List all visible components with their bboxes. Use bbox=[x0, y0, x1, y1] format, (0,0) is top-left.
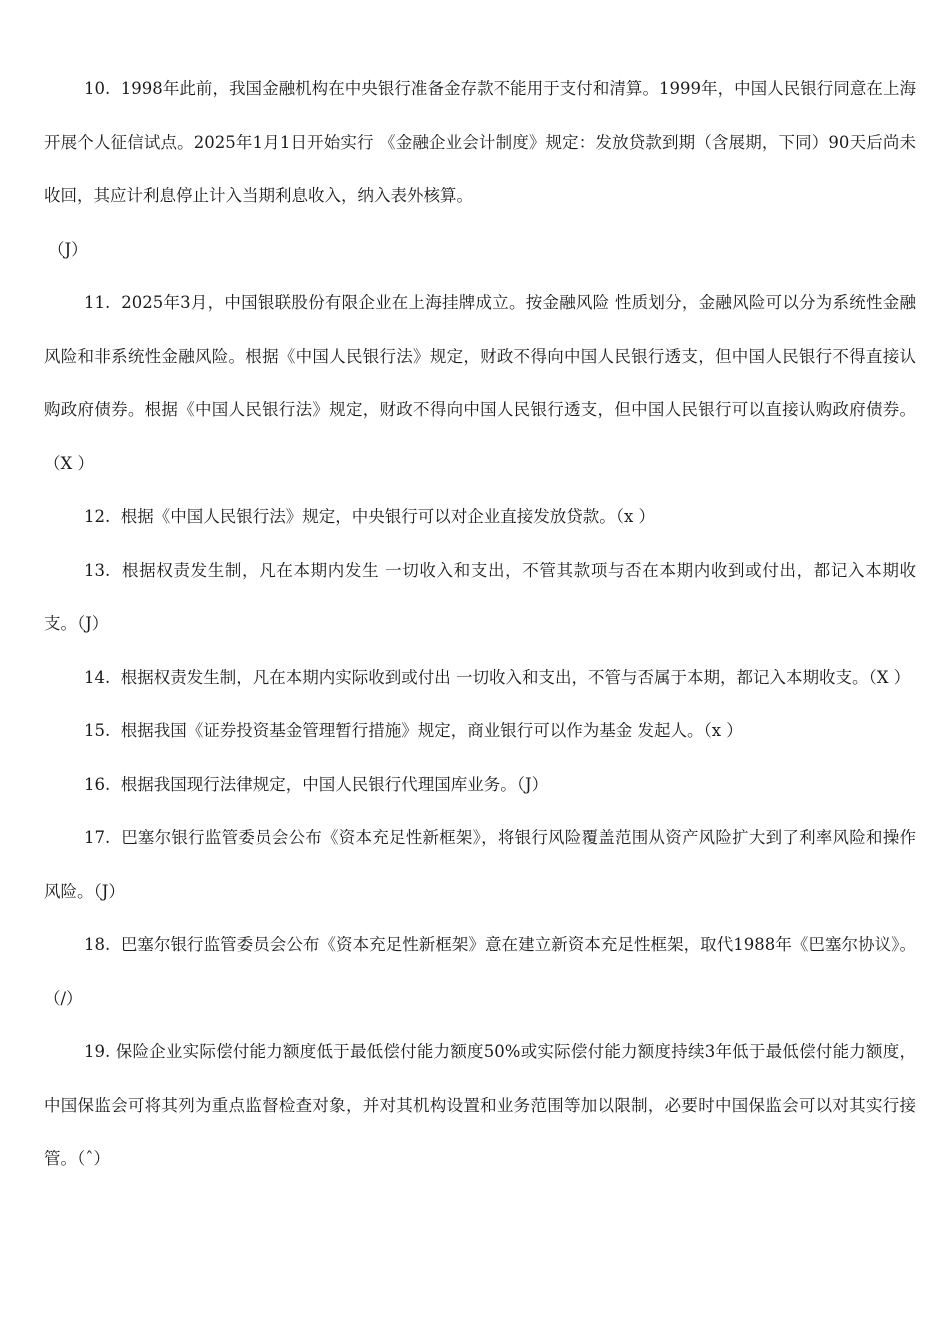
question-10: 10. 1998年此前，我国金融机构在中央银行准备金存款不能用于支付和清算。1999年，中国人民银行同意在上海开展个人征信试点。2025年1月1日开始实行 《金融企业会计制度》规定：发放贷款到期（含展期，下同）90天后尚未收回，其应计利息停止计入当期利息收入，纳入表外核算。 bbox=[44, 79, 916, 205]
question-15: 15. 根据我国《证券投资基金管理暂行措施》规定，商业银行可以作为基金 发起人。（x ） bbox=[84, 721, 743, 740]
question-14: 14. 根据权责发生制，凡在本期内实际收到或付出 一切收入和支出，不管与否属于本期，都记入本期收支。（X ） bbox=[84, 667, 911, 687]
document-body bbox=[44, 62, 916, 1186]
question-12: 12. 根据《中国人民银行法》规定，中央银行可以对企业直接发放贷款。（x ） bbox=[84, 507, 656, 526]
question-13: 13. 根据权责发生制，凡在本期内发生 一切收入和支出，不管其款项与否在本期内收到或付出，都记入本期收支。（J） bbox=[44, 560, 916, 633]
question-19: 19. 保险企业实际偿付能力额度低于最低偿付能力额度50%或实际偿付能力额度持续3年低于最低偿付能力额度，中国保监会可将其列为重点监督检查对象，并对其机构设置和业务范围等加以限制，必要时中国保监会可以对其实行接管。（ˆ） bbox=[44, 1042, 916, 1168]
question-16: 16. 根据我国现行法律规定，中国人民银行代理国库业务。（J） bbox=[84, 774, 549, 794]
question-17: 17. 巴塞尔银行监管委员会公布《资本充足性新框架》，将银行风险覆盖范围从资产风险扩大到了利率风险和操作风险。（J） bbox=[44, 828, 916, 901]
answer-mark-10: （J） bbox=[48, 239, 88, 259]
question-18: 18. 巴塞尔银行监管委员会公布《资本充足性新框架》意在建立新资本充足性框架，取代1988年《巴塞尔协议》。（/） bbox=[44, 935, 916, 1008]
question-11: 11. 2025年3月，中国银联股份有限企业在上海挂牌成立。按金融风险 性质划分，金融风险可以分为系统性金融风险和非系统性金融风险。根据《中国人民银行法》规定，财政不得向中国人民银行透支，但中国人民银行不得直接认购政府债券。根据《中国人民银行法》规定，财政不得向中国人民银行透支，但中国人民银行可以直接认购政府债券。（X ） bbox=[44, 293, 916, 473]
